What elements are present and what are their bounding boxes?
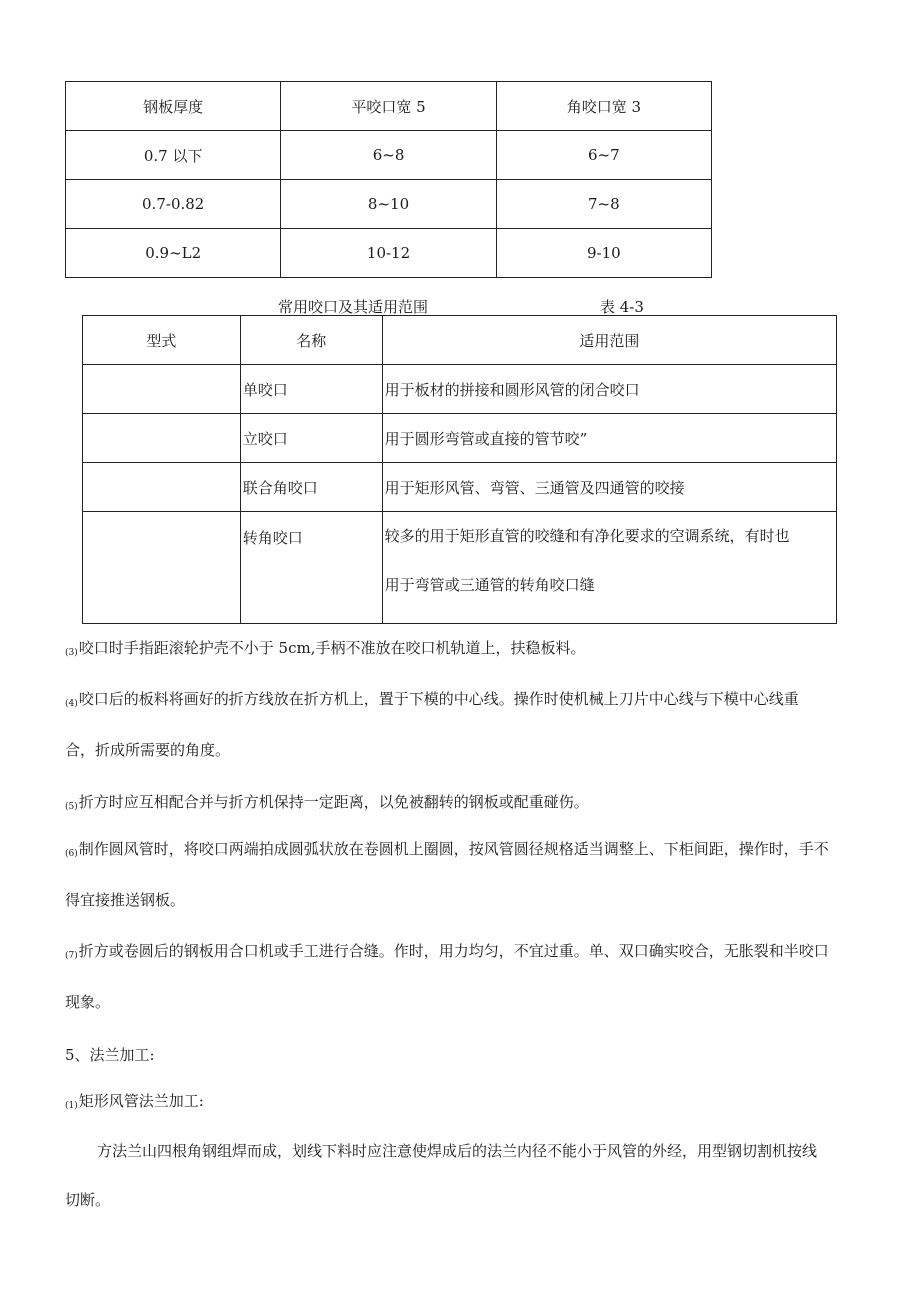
header-cell: 型式	[83, 316, 241, 365]
paragraph-6-cont: 得宜接推送钢板。	[65, 891, 186, 909]
item-marker: (4)	[65, 699, 78, 709]
type-cell	[83, 512, 241, 624]
table-cell: 6~7	[496, 131, 711, 180]
range-cell: 用于板材的拼接和圆形风管的闭合咬口	[382, 365, 836, 414]
paragraph-5	[65, 791, 589, 812]
table-caption: 常用咬口及其适用范围	[278, 298, 429, 316]
subsection-heading	[65, 1090, 204, 1111]
range-cell: 用于矩形风管、弯管、三通管及四通管的咬接	[382, 463, 836, 512]
bite-width-table	[65, 81, 712, 278]
item-marker: (1)	[65, 1101, 78, 1111]
body-paragraph: 方法兰山四根角钢组焊而成，划线下料时应注意使焊成后的法兰内径不能小于风管的外经，用型钢切割机按线	[97, 1142, 818, 1160]
table-row	[83, 365, 837, 414]
name-cell: 单咬口	[240, 365, 382, 414]
table-cell: 0.7-0.82	[66, 180, 281, 229]
item-marker: (6)	[65, 849, 78, 859]
table-cell: 6~8	[281, 131, 496, 180]
paragraph-7-cont: 现象。	[65, 993, 111, 1011]
paragraph-text: 制作圆风管时，将咬口两端拍成圆弧状放在卷圆机上圈圆，按风管圆径规格适当调整上、下柜间距，操作时，手不	[78, 840, 829, 858]
name-cell: 立咬口	[240, 414, 382, 463]
subsection-text: 矩形风管法兰加工:	[78, 1092, 204, 1110]
seam-types-table	[82, 315, 837, 624]
table-row	[66, 131, 712, 180]
paragraph-text: 折方时应互相配合并与折方机保持一定距离，以免被翻转的钢板或配重碰伤。	[78, 793, 589, 811]
paragraph-6	[65, 838, 829, 859]
paragraph-text: 折方或卷圆后的钢板用合口机或手工进行合缝。作时，用力均匀，不宜过重。单、双口确实咬合，无胀裂和半咬口	[78, 942, 829, 960]
type-cell	[83, 463, 241, 512]
type-cell	[83, 414, 241, 463]
name-cell: 转角咬口	[240, 512, 382, 624]
header-cell: 钢板厚度	[66, 82, 281, 131]
header-cell: 角咬口宽 3	[496, 82, 711, 131]
table-row	[83, 512, 837, 624]
range-cell	[382, 512, 836, 624]
paragraph-7	[65, 940, 829, 961]
range-line: 用于弯管或三通管的转角咬口缝	[384, 576, 595, 594]
paragraph-4-cont: 合，折成所需要的角度。	[65, 741, 231, 759]
table-cell: 9-10	[496, 229, 711, 278]
paragraph-text: 咬口时手指距滚轮护壳不小于 5cm,手柄不准放在咬口机轨道上，扶稳板料。	[78, 639, 586, 657]
table-number: 表 4-3	[600, 298, 644, 316]
table-row	[83, 414, 837, 463]
header-cell: 名称	[240, 316, 382, 365]
table-cell: 10-12	[281, 229, 496, 278]
body-paragraph-cont: 切断。	[65, 1191, 111, 1209]
table-header-row	[66, 82, 712, 131]
item-marker: (3)	[65, 648, 78, 658]
table-row	[66, 229, 712, 278]
paragraph-text: 咬口后的板料将画好的折方线放在折方机上，置于下模的中心线。操作时使机械上刀片中心线与下模中心线重	[78, 690, 799, 708]
type-cell	[83, 365, 241, 414]
table-header-row	[83, 316, 837, 365]
table-row	[83, 463, 837, 512]
header-cell: 适用范围	[382, 316, 836, 365]
header-cell: 平咬口宽 5	[281, 82, 496, 131]
table-cell: 0.9~L2	[66, 229, 281, 278]
range-cell: 用于圆形弯管或直接的管节咬”	[382, 414, 836, 463]
table-cell: 8~10	[281, 180, 496, 229]
table-cell: 0.7 以下	[66, 131, 281, 180]
paragraph-4	[65, 688, 799, 709]
table-cell: 7~8	[496, 180, 711, 229]
section-heading: 5、法兰加工:	[65, 1046, 155, 1064]
item-marker: (7)	[65, 951, 78, 961]
item-marker: (5)	[65, 802, 78, 812]
range-line: 较多的用于矩形直管的咬缝和有净化要求的空调系统，有时也	[384, 527, 790, 545]
name-cell: 联合角咬口	[240, 463, 382, 512]
table-row	[66, 180, 712, 229]
paragraph-3	[65, 637, 585, 658]
